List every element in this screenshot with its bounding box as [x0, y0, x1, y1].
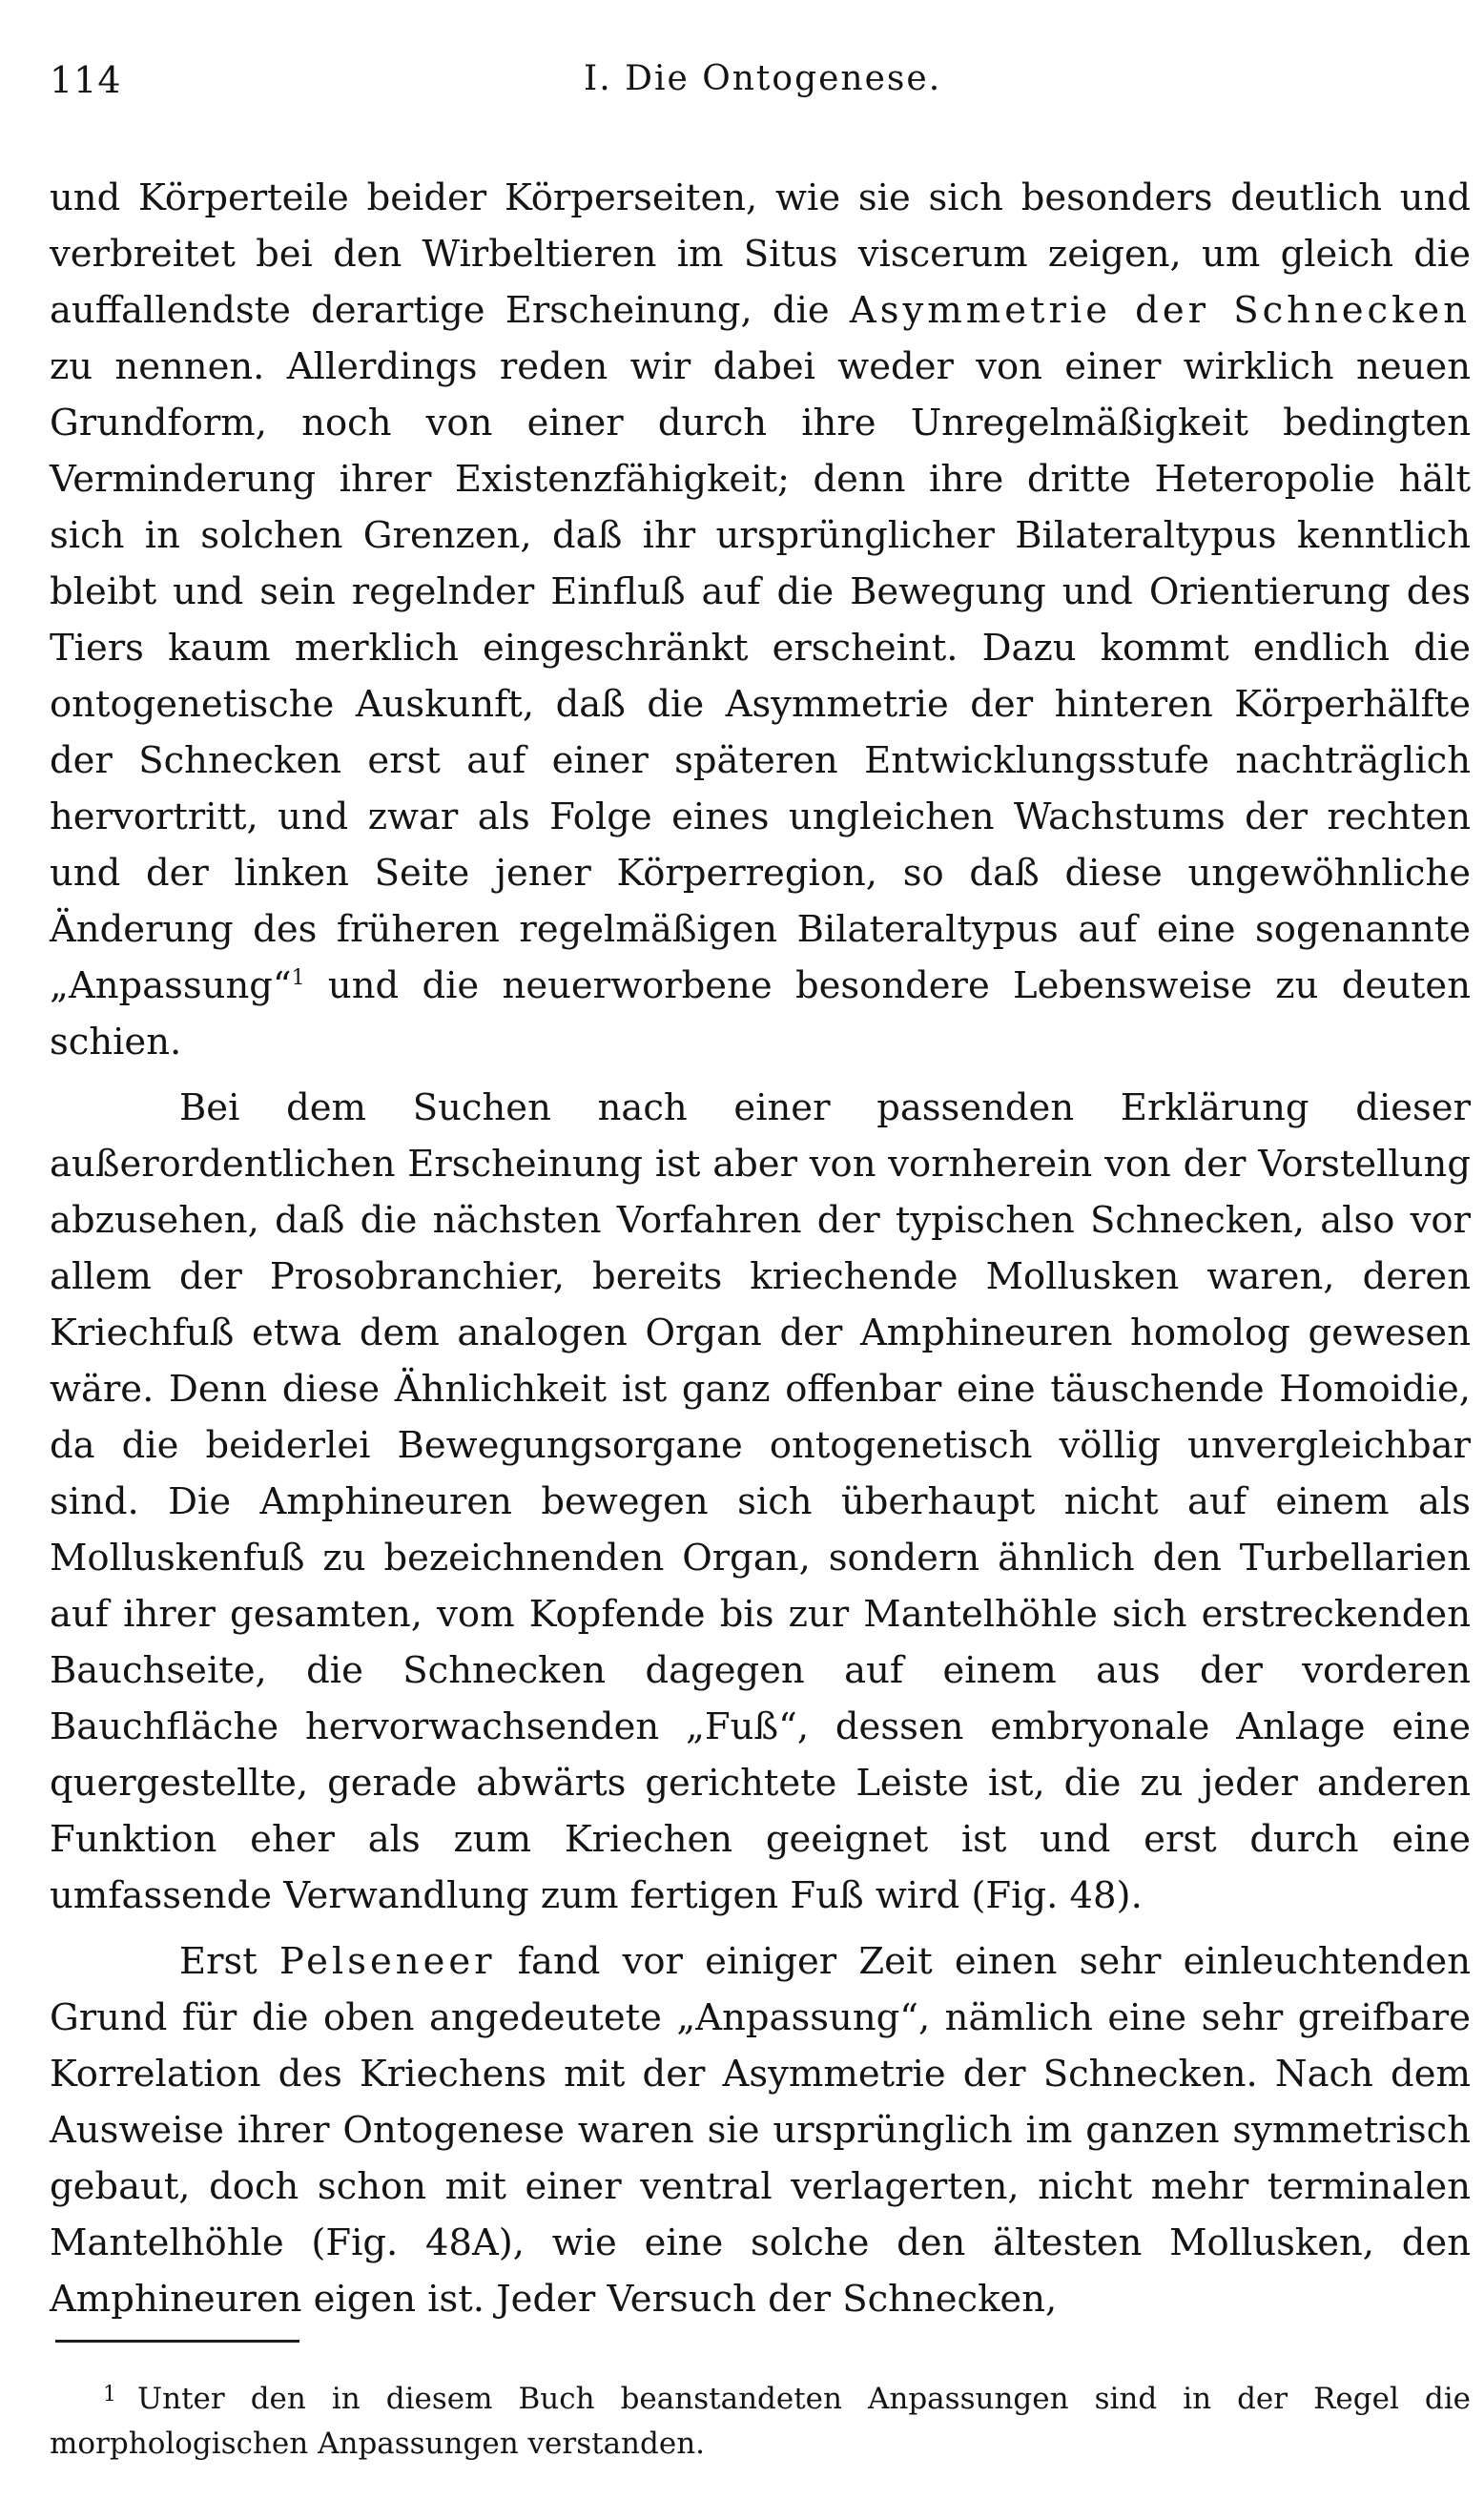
paragraph-2: Bei dem Suchen nach einer passenden Erklärung dieser außerordentlichen Erscheinung ist aber von vornherein von der Vorstellung abzusehen, daß die nächsten Vorfahren der typischen Schnecken, also vor allem der Prosobranchier, bereits kriechende Mollusken waren, deren Kriechfuß etwa dem analogen Organ der Amphineuren homolog gewesen wäre. Denn diese Ähnlichkeit ist ganz offenbar eine täuschende Homoidie, da die beiderlei Bewegungsorgane ontogenetisch völlig unvergleichbar sind. Die Amphineuren bewegen sich überhaupt nicht auf einem als Molluskenfuß zu bezeichnenden Organ, sondern ähnlich den Turbellarien auf ihrer gesamten, vom Kopfende bis zur Mantelhöhle sich erstreckenden Bauchseite, die Schnecken dagegen auf einem aus der vorderen Bauchfläche hervorwachsenden „Fuß“, dessen embryonale Anlage eine quergestellte, gerade abwärts gerichtete Leiste ist, die zu jeder anderen Funktion eher als zum Kriechen geeignet ist und erst durch eine umfassende Verwandlung zum fertigen Fuß wird (Fig. 48). [50, 1086, 1471, 1917]
page-header [50, 59, 1471, 116]
footnote-marker: 1 [103, 2383, 116, 2406]
paragraph-3-text-a: Erst [179, 1940, 279, 1983]
emphasis-asymmetrie: Asymmetrie der Schnecken [849, 289, 1471, 332]
page-number: 114 [50, 59, 122, 101]
footnote-divider [55, 2340, 299, 2343]
footnote-reference[interactable]: 1 [291, 966, 305, 990]
paragraph-3 [50, 1933, 1471, 2327]
paragraph-1 [50, 170, 1471, 1070]
paragraph-1-text-a: und Körperteile beider Körperseiten, wie sie sich besonders deutlich und verbreitet bei den Wirbeltieren im Situs viscerum zeigen, um gleich die auffallendste derartige Erscheinung, die [50, 176, 1471, 332]
author-name-pelseneer: Pelseneer [278, 1940, 496, 1983]
paragraph-1-text-c: zu nennen. Allerdings reden wir dabei weder von einer wirklich neuen Grundform, noch von einer durch ihre Unregelmäßigkeit bedingten Verminderung ihrer Existenzfähigkeit; denn ihre dritte Heteropolie hält sich in solchen Grenzen, daß ihr ursprünglicher Bilateraltypus kenntlich bleibt und sein regelnder Einfluß auf die Bewegung und Orientierung des Tiers kaum merklich eingeschränkt erscheint. Dazu kommt endlich die ontogenetische Auskunft, daß die Asymmetrie der hinteren Körperhälfte der Schnecken erst auf einer späteren Entwicklungsstufe nachträglich hervortritt, und zwar als Folge eines ungleichen Wachstums der rechten und der linken Seite jener Körperregion, so daß diese ungewöhnliche Änderung des früheren regelmäßigen Bilateraltypus auf eine sogenannte „Anpassung“ [50, 345, 1471, 1007]
paragraph-1-text-d: und die neuerworbene besondere Lebensweise zu deuten schien. [50, 964, 1471, 1064]
running-head: I. Die Ontogenese. [584, 59, 942, 98]
main-text [50, 170, 1471, 2321]
footnote [50, 2372, 1471, 2467]
paragraph-3-text-c: fand vor einiger Zeit einen sehr einleuchtenden Grund für die oben angedeutete „Anpassung“, nämlich eine sehr greifbare Korrelation des Kriechens mit der Asymmetrie der Schnecken. Nach dem Ausweise ihrer Ontogenese waren sie ursprünglich im ganzen symmetrisch gebaut, doch schon mit einer ventral verlagerten, nicht mehr terminalen Mantelhöhle (Fig. 48A), wie eine solche den ältesten Mollusken, den Amphineuren eigen ist. Jeder Versuch der Schnecken, [50, 1940, 1471, 2321]
footnote-text: Unter den in diesem Buch beanstandeten Anpassungen sind in der Regel die morphologischen Anpassungen verstanden. [50, 2382, 1471, 2461]
